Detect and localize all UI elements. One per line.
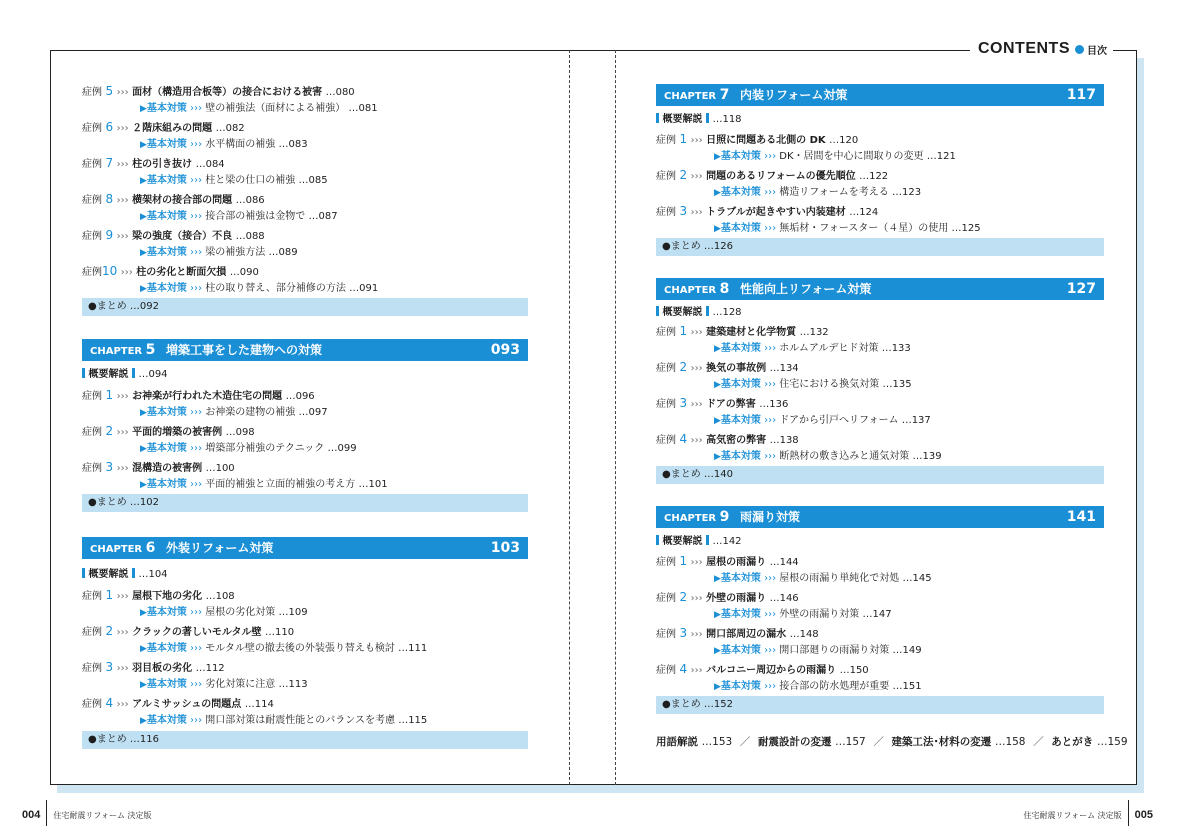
summary-bar[interactable]: ●まとめ …126 [656,238,1104,256]
measure-entry[interactable]: ▶基本対策 ››› 屋根の劣化対策 …109 [140,607,308,618]
footer-left [22,800,152,821]
bar-icon [706,535,709,545]
measure-entry[interactable]: ▶基本対策 ››› 開口部廻りの雨漏り対策 …149 [714,645,922,656]
summary-bar[interactable]: ●まとめ …152 [656,696,1104,714]
case-entry[interactable]: 症例 5 ››› 面材（構造用合板等）の接合における被害 …080 [82,84,355,98]
measure-entry[interactable]: ▶基本対策 ››› ドアから引戸へリフォーム …137 [714,415,931,426]
case-entry[interactable]: 症例 6 ››› ２階床組みの問題 …082 [82,120,245,134]
triangle-icon: ▶ [714,574,721,584]
appendix-item-afterword[interactable]: あとがき …159 [1051,736,1128,748]
measure-entry[interactable]: ▶基本対策 ››› 接合部の補強は金物で …087 [140,211,338,222]
measure-entry[interactable]: ▶基本対策 ››› 柱と梁の仕口の補強 …085 [140,175,328,186]
summary-bar[interactable]: ●まとめ …102 [82,494,528,512]
overview-entry[interactable]: 概要解説 …094 [82,366,168,384]
case-entry[interactable]: 症例 2 ››› 外壁の雨漏り …146 [656,590,799,604]
chapter-header[interactable]: CHAPTER 9 雨漏り対策 141 [656,506,1104,528]
measure-entry[interactable]: ▶基本対策 ››› 柱の取り替え、部分補修の方法 …091 [140,283,379,294]
triangle-icon: ▶ [140,444,147,454]
case-entry[interactable]: 症例 1 ››› お神楽が行われた木造住宅の問題 …096 [82,388,315,402]
case-entry[interactable]: 症例10 ››› 柱の劣化と断面欠損 …090 [82,264,259,278]
page-number-left: 004 [22,809,41,821]
case-entry[interactable]: 症例 4 ››› バルコニー周辺からの雨漏り …150 [656,662,869,676]
measure-entry[interactable]: ▶基本対策 ››› 開口部対策は耐震性能とのバランスを考慮 …115 [140,715,428,726]
triangle-icon: ▶ [140,644,147,654]
triangle-icon: ▶ [140,248,147,258]
overview-entry[interactable]: 概要解説 …118 [656,111,742,129]
measure-entry[interactable]: ▶基本対策 ››› ホルムアルデヒド対策 …133 [714,343,911,354]
measure-entry[interactable]: ▶基本対策 ››› 梁の補強方法 …089 [140,247,298,258]
case-entry[interactable]: 症例 1 ››› 屋根の雨漏り …144 [656,554,799,568]
overview-entry[interactable]: 概要解説 …142 [656,533,742,551]
triangle-icon: ▶ [140,212,147,222]
triangle-icon: ▶ [140,140,147,150]
bar-icon [132,368,135,378]
case-entry[interactable]: 症例 3 ››› 羽目板の劣化 …112 [82,660,225,674]
case-entry[interactable]: 症例 1 ››› 日照に問題ある北側の DK …120 [656,132,859,146]
case-entry[interactable]: 症例 1 ››› 屋根下地の劣化 …108 [82,588,235,602]
case-entry[interactable]: 症例 4 ››› アルミサッシュの問題点 …114 [82,696,274,710]
measure-entry[interactable]: ▶基本対策 ››› DK・居間を中心に間取りの変更 …121 [714,151,956,162]
bullet-dot-icon [1075,45,1084,54]
center-divider-left [569,50,570,785]
appendix-item-seismic[interactable]: 耐震設計の変遷 …157 [758,736,866,748]
case-entry[interactable]: 症例 3 ››› 混構造の被害例 …100 [82,460,235,474]
triangle-icon: ▶ [714,152,721,162]
triangle-icon: ▶ [714,610,721,620]
measure-entry[interactable]: ▶基本対策 ››› 構造リフォームを考える …123 [714,187,922,198]
case-entry[interactable]: 症例 1 ››› 建築建材と化学物質 …132 [656,324,829,338]
measure-entry[interactable]: ▶基本対策 ››› 劣化対策に注意 …113 [140,679,308,690]
book-title-left: 住宅耐震リフォーム 決定版 [53,811,152,820]
bar-icon [656,535,659,545]
triangle-icon: ▶ [714,646,721,656]
chapter-header[interactable]: CHAPTER 8 性能向上リフォーム対策 127 [656,278,1104,300]
triangle-icon: ▶ [714,452,721,462]
measure-entry[interactable]: ▶基本対策 ››› お神楽の建物の補強 …097 [140,407,328,418]
case-entry[interactable]: 症例 9 ››› 梁の強度（接合）不良 …088 [82,228,265,242]
page-number-right: 005 [1134,809,1153,821]
case-entry[interactable]: 症例 8 ››› 横架材の接合部の問題 …086 [82,192,265,206]
case-entry[interactable]: 症例 3 ››› トラブルが起きやすい内装建材 …124 [656,204,879,218]
case-entry[interactable]: 症例 7 ››› 柱の引き抜け …084 [82,156,225,170]
case-entry[interactable]: 症例 3 ››› ドアの弊害 …136 [656,396,789,410]
overview-entry[interactable]: 概要解説 …104 [82,566,168,584]
measure-entry[interactable]: ▶基本対策 ››› 壁の補強法（面材による補強） …081 [140,103,378,114]
triangle-icon: ▶ [140,680,147,690]
contents-title: CONTENTS [978,40,1070,57]
appendix-item-glossary[interactable]: 用語解説 …153 [656,736,733,748]
triangle-icon: ▶ [714,188,721,198]
bar-icon [82,568,85,578]
case-entry[interactable]: 症例 2 ››› 換気の事故例 …134 [656,360,799,374]
measure-entry[interactable]: ▶基本対策 ››› 無垢材・フォースター（４星）の使用 …125 [714,223,981,234]
contents-header [970,38,1113,60]
measure-entry[interactable]: ▶基本対策 ››› 断熱材の敷き込みと通気対策 …139 [714,451,942,462]
triangle-icon: ▶ [140,608,147,618]
measure-entry[interactable]: ▶基本対策 ››› 接合部の防水処理が重要 …151 [714,681,922,692]
bar-icon [706,113,709,123]
measure-entry[interactable]: ▶基本対策 ››› 外壁の雨漏り対策 …147 [714,609,892,620]
summary-bar[interactable]: ●まとめ …140 [656,466,1104,484]
case-entry[interactable]: 症例 4 ››› 高気密の弊害 …138 [656,432,799,446]
measure-entry[interactable]: ▶基本対策 ››› モルタル壁の撤去後の外装張り替えも検討 …111 [140,643,428,654]
appendix-item-methods[interactable]: 建築工法･材料の変遷 …158 [891,736,1026,748]
triangle-icon: ▶ [714,416,721,426]
summary-bar[interactable]: ●まとめ …092 [82,298,528,316]
center-divider-right [615,50,616,785]
triangle-icon: ▶ [714,682,721,692]
case-entry[interactable]: 症例 2 ››› 問題のあるリフォームの優先順位 …122 [656,168,889,182]
case-entry[interactable]: 症例 2 ››› 平面的増築の被害例 …098 [82,424,255,438]
measure-entry[interactable]: ▶基本対策 ››› 住宅における換気対策 …135 [714,379,912,390]
summary-bar[interactable]: ●まとめ …116 [82,731,528,749]
triangle-icon: ▶ [140,284,147,294]
triangle-icon: ▶ [714,380,721,390]
bar-icon [706,306,709,316]
chapter-header[interactable]: CHAPTER 5 増築工事をした建物への対策 093 [82,339,528,361]
book-title-right: 住宅耐震リフォーム 決定版 [1023,811,1122,820]
measure-entry[interactable]: ▶基本対策 ››› 平面的補強と立面的補強の考え方 …101 [140,479,388,490]
triangle-icon: ▶ [140,480,147,490]
case-entry[interactable]: 症例 2 ››› クラックの著しいモルタル壁 …110 [82,624,295,638]
chapter-header[interactable]: CHAPTER 7 内装リフォーム対策 117 [656,84,1104,106]
overview-entry[interactable]: 概要解説 …128 [656,304,742,322]
bar-icon [656,306,659,316]
triangle-icon: ▶ [140,408,147,418]
bar-icon [132,568,135,578]
triangle-icon: ▶ [140,104,147,114]
case-entry[interactable]: 症例 3 ››› 開口部周辺の漏水 …148 [656,626,819,640]
measure-entry[interactable]: ▶基本対策 ››› 屋根の雨漏り単純化で対処 …145 [714,573,932,584]
bar-icon [656,113,659,123]
triangle-icon: ▶ [140,176,147,186]
bar-icon [82,368,85,378]
triangle-icon: ▶ [714,344,721,354]
measure-entry[interactable]: ▶基本対策 ››› 増築部分補強のテクニック …099 [140,443,357,454]
triangle-icon: ▶ [714,224,721,234]
mokuji-label: 目次 [1087,45,1107,57]
triangle-icon: ▶ [140,716,147,726]
footer-right [1023,800,1153,821]
measure-entry[interactable]: ▶基本対策 ››› 水平構面の補強 …083 [140,139,308,150]
appendix-line: 用語解説 …153 ／ 耐震設計の変遷 …157 ／ 建築工法･材料の変遷 …158 ／ あとがき …159 [656,736,1128,748]
chapter-header[interactable]: CHAPTER 6 外装リフォーム対策 103 [82,537,528,559]
